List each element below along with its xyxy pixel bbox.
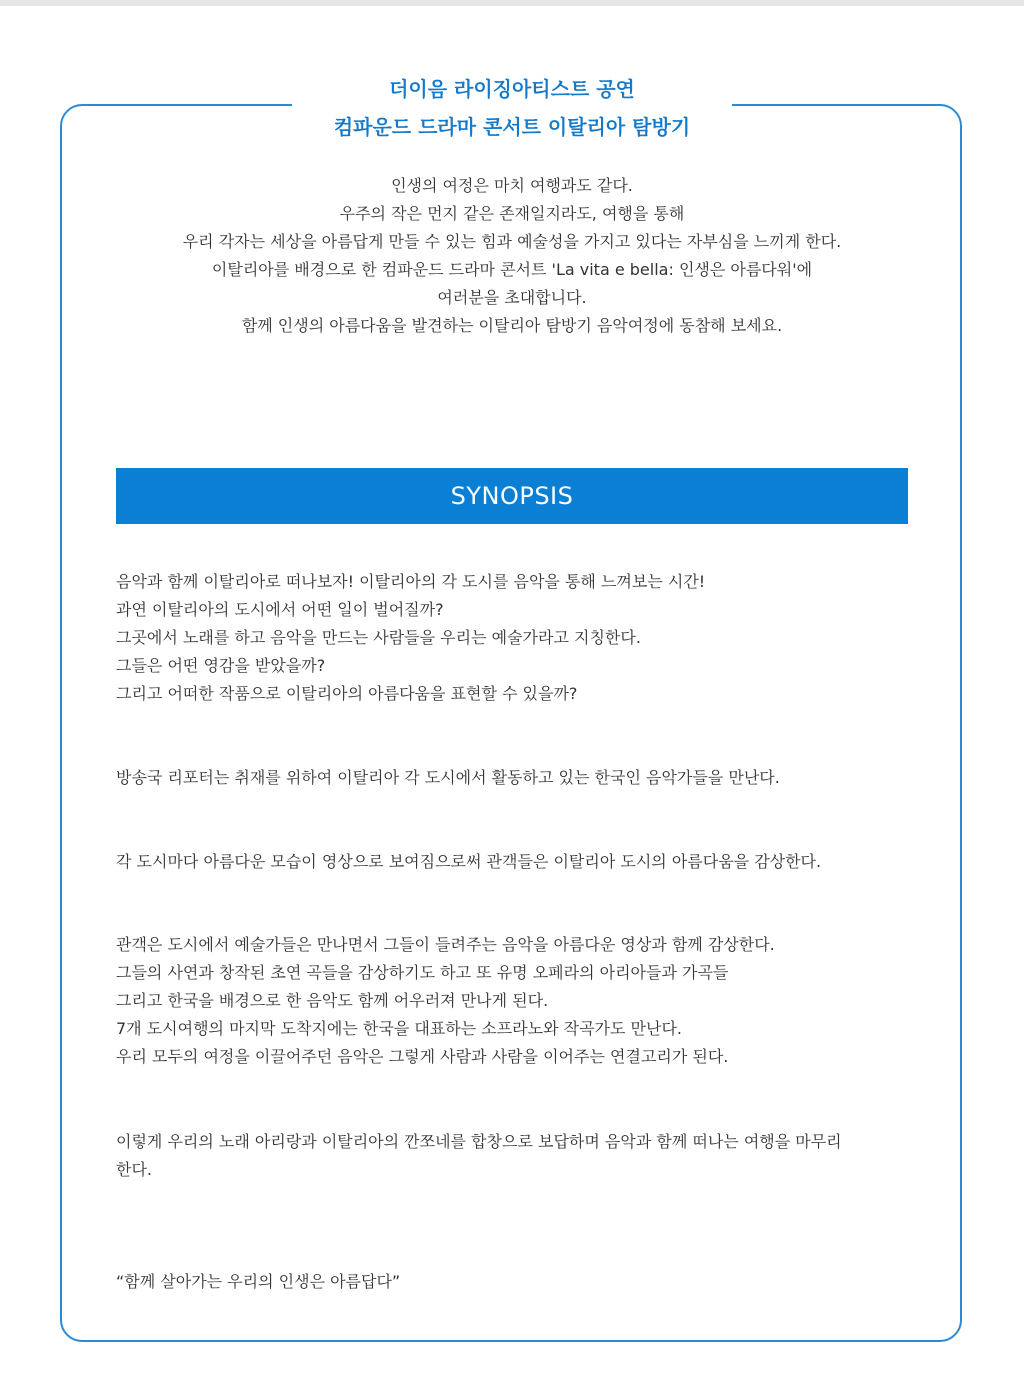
paragraph-line: 관객은 도시에서 예술가들은 만나면서 그들이 들려주는 음악을 아름다운 영상과 함께 감상한다. bbox=[116, 935, 775, 954]
synopsis-paragraph-5 bbox=[116, 1128, 916, 1184]
paragraph-line: 우리 모두의 여정을 이끌어주던 음악은 그렇게 사람과 사람을 이어주는 연결고리가 된다. bbox=[116, 1047, 729, 1066]
title-line-1: 더이음 라이징아티스트 공연 bbox=[389, 77, 635, 101]
intro-text bbox=[100, 172, 924, 340]
synopsis-paragraph-4 bbox=[116, 931, 916, 1071]
paragraph-line: 과연 이탈리아의 도시에서 어떤 일이 벌어질까? bbox=[116, 600, 444, 619]
paragraph-line: 그들은 어떤 영감을 받았을까? bbox=[116, 656, 326, 675]
intro-line: 이탈리아를 배경으로 한 컴파운드 드라마 콘서트 'La vita e bella: 인생은 아름다워'에 bbox=[211, 260, 813, 279]
paragraph-line: 각 도시마다 아름다운 모습이 영상으로 보여짐으로써 관객들은 이탈리아 도시의 아름다움을 감상한다. bbox=[116, 852, 822, 871]
paragraph-line: 그리고 한국을 배경으로 한 음악도 함께 어우러져 만나게 된다. bbox=[116, 991, 549, 1010]
closing-quote bbox=[116, 1268, 916, 1296]
paragraph-line: “함께 살아가는 우리의 인생은 아름답다” bbox=[116, 1272, 401, 1291]
paragraph-line: 음악과 함께 이탈리아로 떠나보자! 이탈리아의 각 도시를 음악을 통해 느껴보는 시간! bbox=[116, 572, 706, 591]
paragraph-line: 이렇게 우리의 노래 아리랑과 이탈리아의 깐쪼네를 합창으로 보답하며 음악과 함께 떠나는 여행을 마무리 bbox=[116, 1132, 842, 1151]
title-line-2: 컴파운드 드라마 콘서트 이탈리아 탐방기 bbox=[333, 115, 691, 139]
intro-line: 우주의 작은 먼지 같은 존재일지라도, 여행을 통해 bbox=[339, 204, 685, 223]
synopsis-paragraph-3 bbox=[116, 848, 916, 876]
synopsis-paragraph-1 bbox=[116, 568, 916, 708]
page-title bbox=[292, 70, 732, 146]
intro-line: 인생의 여정은 마치 여행과도 같다. bbox=[391, 176, 633, 195]
paragraph-line: 7개 도시여행의 마지막 도착지에는 한국을 대표하는 소프라노와 작곡가도 만난다. bbox=[116, 1019, 683, 1038]
intro-line: 함께 인생의 아름다움을 발견하는 이탈리아 탐방기 음악여정에 동참해 보세요. bbox=[241, 316, 783, 335]
paragraph-line: 그리고 어떠한 작품으로 이탈리아의 아름다움을 표현할 수 있을까? bbox=[116, 684, 578, 703]
paragraph-line: 방송국 리포터는 취재를 위하여 이탈리아 각 도시에서 활동하고 있는 한국인 음악가들을 만난다. bbox=[116, 768, 780, 787]
top-divider bbox=[0, 0, 1024, 6]
synopsis-heading: SYNOPSIS bbox=[116, 468, 908, 524]
paragraph-line: 한다. bbox=[116, 1160, 152, 1179]
paragraph-line: 그들의 사연과 창작된 초연 곡들을 감상하기도 하고 또 유명 오페라의 아리아들과 가곡들 bbox=[116, 963, 729, 982]
synopsis-paragraph-2 bbox=[116, 764, 916, 792]
paragraph-line: 그곳에서 노래를 하고 음악을 만드는 사람들을 우리는 예술가라고 지칭한다. bbox=[116, 628, 641, 647]
intro-line: 여러분을 초대합니다. bbox=[437, 288, 587, 307]
intro-line: 우리 각자는 세상을 아름답게 만들 수 있는 힘과 예술성을 가지고 있다는 자부심을 느끼게 한다. bbox=[182, 232, 842, 251]
